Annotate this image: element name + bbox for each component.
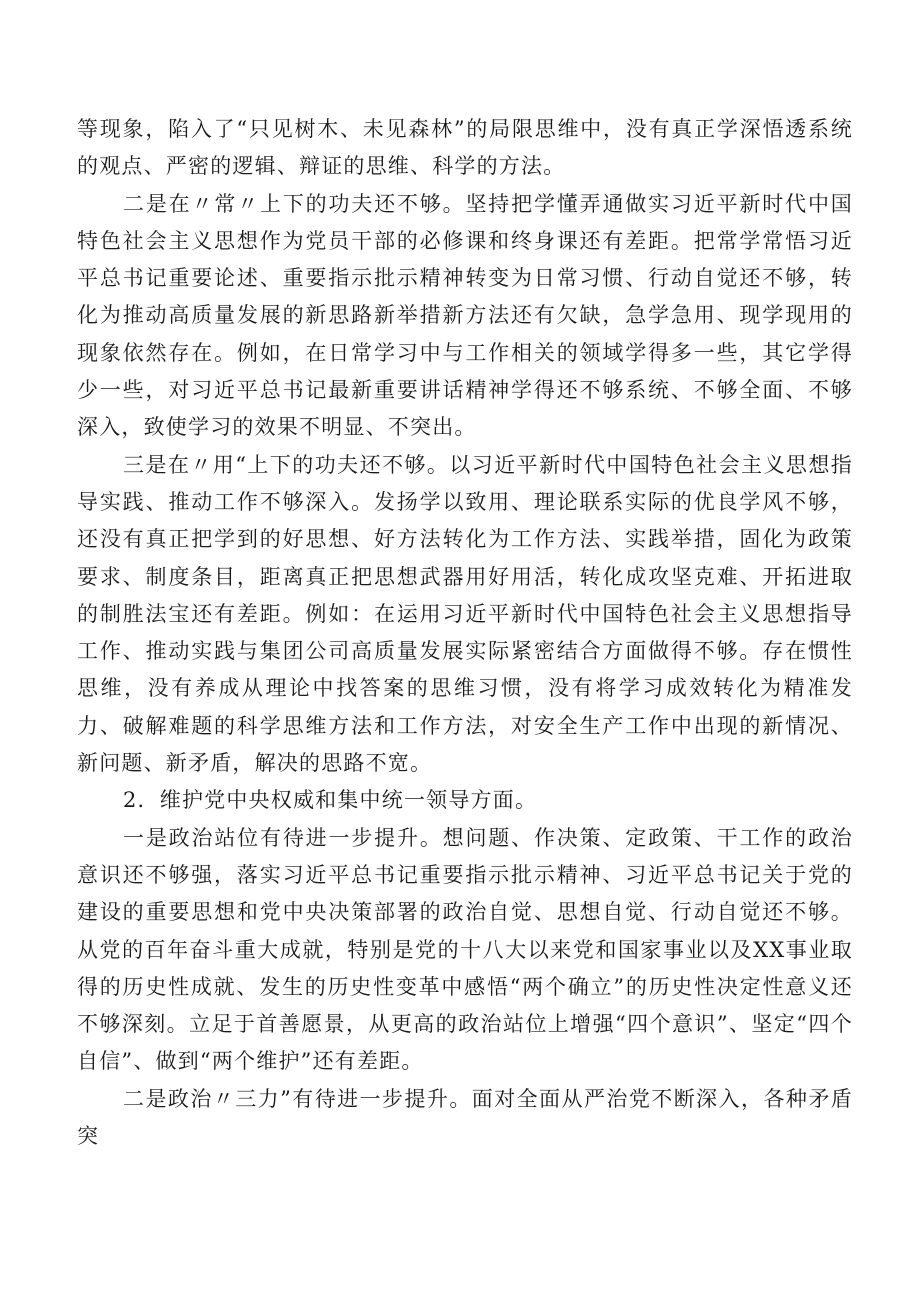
section-heading: 2．维护党中央权威和集中统一领导方面。 — [123, 788, 538, 813]
paragraph-4: 一是政治站位有待进一步提升。想问题、作决策、定政策、干工作的政治意识还不够强，落实习近平总书记重要指示批示精神、习近平总书记关于党的建设的重要思想和党中央决策部署的政治自觉、思想自觉、行动自觉还不够。从党的百年奋斗重大成就，特别是党的十八大以来党和国家事业以及XX事业取得的历史性成就、发生的历史性变革中感悟“两个确立”的历史性决定性意义还不够深刻。立足于首善愿景，从更高的政治站位上增强“四个意识”、坚定“四个自信”、做到“两个维护”还有差距。 — [77, 825, 853, 1074]
paragraph-3: 三是在〃用“上下的功夫还不够。以习近平新时代中国特色社会主义思想指导实践、推动工作不够深入。发扬学以致用、理论联系实际的优良学风不够，还没有真正把学到的好思想、好方法转化为工作方法、实践举措，固化为政策要求、制度条目，距离真正把思想武器用好用活，转化成攻坚克难、开拓进取的制胜法宝还有差距。例如：在运用习近平新时代中国特色社会主义思想指导工作、推动实践与集团公司高质量发展实际紧密结合方面做得不够。存在惯性思维，没有养成从理论中找答案的思维习惯，没有将学习成效转化为精准发力、破解难题的科学思维方法和工作方法，对安全生产工作中出现的新情况、新问题、新矛盾，解决的思路不宽。 — [77, 452, 853, 776]
paragraph-1: 等现象，陷入了“只见树木、未见森林”的局限思维中，没有真正学深悟透系统的观点、严密的逻辑、辩证的思维、科学的方法。 — [77, 117, 853, 179]
paragraph-2: 二是在〃常〃上下的功夫还不够。坚持把学懂弄通做实习近平新时代中国特色社会主义思想作为党员干部的必修课和终身课还有差距。把常学常悟习近平总书记重要论述、重要指示批示精神转变为日常习惯、行动自觉还不够，转化为推动高质量发展的新思路新举措新方法还有欠缺，急学急用、现学现用的现象依然存在。例如，在日常学习中与工作相关的领域学得多一些，其它学得少一些，对习近平总书记最新重要讲话精神学得还不够系统、不够全面、不够深入，致使学习的效果不明显、不突出。 — [77, 191, 853, 440]
paragraph-5: 二是政治〃三力”有待进一步提升。面对全面从严治党不断深入，各种矛盾突 — [77, 1086, 853, 1149]
document-body — [77, 111, 853, 1155]
